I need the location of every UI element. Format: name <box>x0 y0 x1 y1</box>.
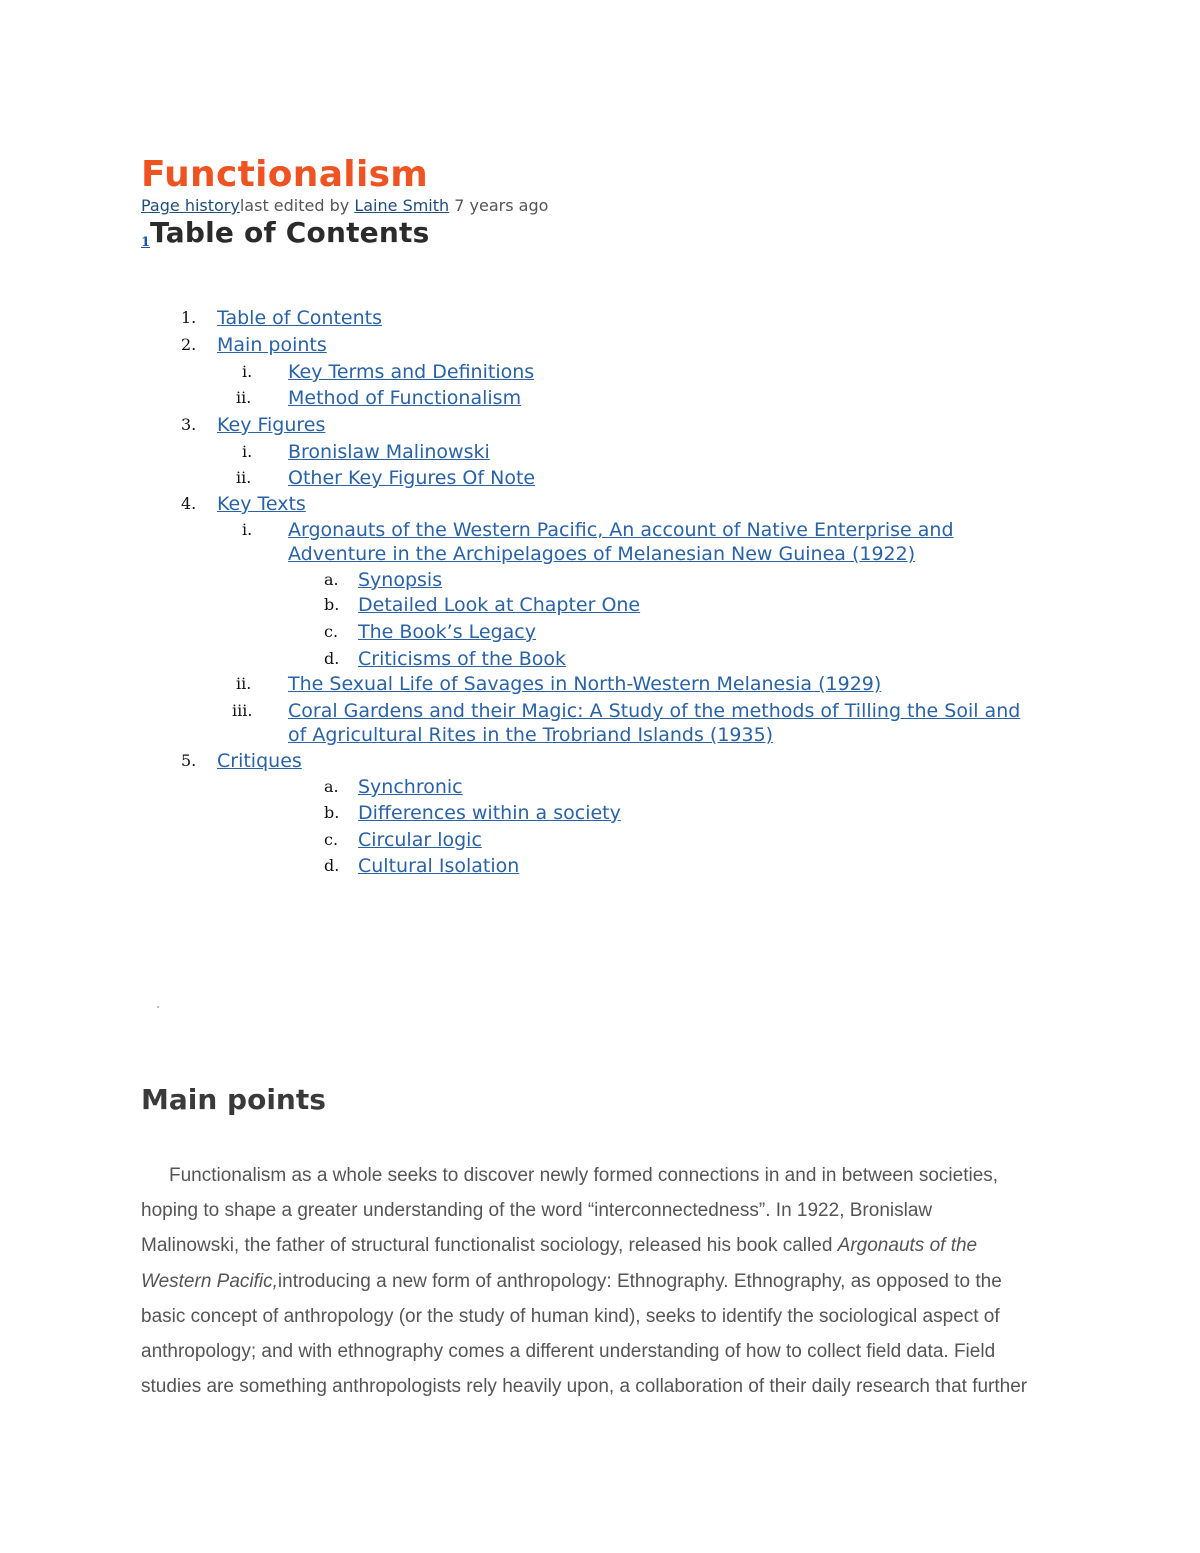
toc-link-coral-gardens[interactable]: Coral Gardens and their Magic: A Study of the methods of Tilling the Soil and <box>288 700 1021 722</box>
paragraph-line: studies are something anthropologists rely heavily upon, a collaboration of their daily research that further <box>141 1376 1028 1398</box>
toc-link-key-texts[interactable]: Key Texts <box>217 493 306 515</box>
editor-link[interactable]: Laine Smith <box>354 196 450 215</box>
toc-marker: 4. <box>181 494 197 513</box>
toc-marker: d. <box>324 856 340 875</box>
toc-link-criticisms[interactable]: Criticisms of the Book <box>358 648 567 670</box>
toc-link-sexual-life[interactable]: The Sexual Life of Savages in North-Western Melanesia (1929) <box>288 673 882 695</box>
toc-item <box>181 333 327 358</box>
toc-item <box>324 593 640 618</box>
toc-item <box>232 699 1020 747</box>
toc-marker: ii. <box>236 388 252 407</box>
last-edited-text: last edited by <box>239 196 355 215</box>
toc-marker: c. <box>324 622 339 641</box>
toc-link-synopsis[interactable]: Synopsis <box>358 569 443 591</box>
toc-marker: 5. <box>181 751 197 770</box>
toc-marker: i. <box>242 520 253 539</box>
toc-marker: 3. <box>181 415 197 434</box>
book-title-italic: Western Pacific, <box>141 1270 278 1292</box>
toc-link-synchronic[interactable]: Synchronic <box>358 776 463 798</box>
paragraph-line: hoping to shape a greater understanding of the word “interconnectedness”. In 1922, Bronislaw <box>141 1200 933 1222</box>
toc-marker: 2. <box>181 335 197 354</box>
toc-link-table-of-contents[interactable]: Table of Contents <box>217 307 382 329</box>
toc-item <box>236 386 521 411</box>
toc-marker: d. <box>324 649 340 668</box>
toc-item <box>324 568 442 593</box>
toc-link-key-figures[interactable]: Key Figures <box>217 414 326 436</box>
toc-link-legacy[interactable]: The Book’s Legacy <box>358 621 536 643</box>
toc-item <box>324 854 519 879</box>
toc-marker: b. <box>324 803 340 822</box>
main-points-heading: Main points <box>141 1083 326 1116</box>
page-title: Functionalism <box>141 154 429 195</box>
paragraph-line: basic concept of anthropology (or the study of human kind), seeks to identify the sociological aspect of <box>141 1305 1000 1327</box>
toc-link-other-figures[interactable]: Other Key Figures Of Note <box>288 467 536 489</box>
paragraph-line: anthropology; and with ethnography comes a different understanding of how to collect field data. Field <box>141 1341 996 1363</box>
toc-item <box>181 413 325 438</box>
toc-link-key-terms[interactable]: Key Terms and Definitions <box>288 361 535 383</box>
toc-link-cultural-isolation[interactable]: Cultural Isolation <box>358 855 520 877</box>
toc-item <box>324 647 566 672</box>
toc-link-coral-gardens-line2[interactable]: of Agricultural Rites in the Trobriand Islands (1935) <box>288 724 774 746</box>
toc-item <box>324 828 482 853</box>
stray-dot <box>157 1006 159 1008</box>
toc-link-differences[interactable]: Differences within a society <box>358 802 621 824</box>
paragraph-text: Malinowski, the father of structural functionalist sociology, released his book called <box>141 1235 838 1257</box>
toc-link-method[interactable]: Method of Functionalism <box>288 387 522 409</box>
toc-item <box>236 466 535 491</box>
paragraph-line <box>141 1264 1081 1299</box>
toc-link-argonauts-line2[interactable]: Adventure in the Archipelagoes of Melanesian New Guinea (1922) <box>288 543 916 565</box>
toc-marker: i. <box>242 362 253 381</box>
toc-item <box>181 306 382 331</box>
toc-item <box>324 775 463 800</box>
toc-item <box>236 672 881 697</box>
toc-item <box>242 440 490 465</box>
page-history-link[interactable]: Page history <box>141 196 240 215</box>
toc-link-argonauts[interactable]: Argonauts of the Western Pacific, An account of Native Enterprise and <box>288 519 954 541</box>
toc-marker: i. <box>242 442 253 461</box>
toc-marker: 1. <box>181 308 197 327</box>
toc-link-circular-logic[interactable]: Circular logic <box>358 829 482 851</box>
toc-item <box>324 620 536 645</box>
toc-link-chapter-one[interactable]: Detailed Look at Chapter One <box>358 594 641 616</box>
paragraph-line: Functionalism as a whole seeks to discover newly formed connections in and in between societies, <box>169 1165 999 1186</box>
main-points-paragraph <box>141 1158 1081 1404</box>
paragraph-line <box>141 1228 1081 1263</box>
edited-time: 7 years ago <box>449 196 549 215</box>
book-title-italic: Argonauts of the <box>837 1235 978 1257</box>
toc-marker: ii. <box>236 674 252 693</box>
toc-link-critiques[interactable]: Critiques <box>217 750 302 772</box>
toc-marker: iii. <box>232 701 253 720</box>
toc-anchor-link[interactable]: 1 <box>141 235 151 250</box>
paragraph-text: introducing a new form of anthropology: Ethnography. Ethnography, as opposed to the <box>277 1270 1002 1292</box>
toc-heading-text: Table of Contents <box>150 216 430 249</box>
toc-marker: ii. <box>236 468 252 487</box>
toc-item <box>242 518 954 566</box>
toc-marker: a. <box>324 570 339 589</box>
toc-marker: c. <box>324 830 339 849</box>
toc-marker: a. <box>324 777 339 796</box>
toc-item <box>324 801 621 826</box>
toc-item <box>181 492 306 517</box>
toc-item <box>181 749 302 774</box>
toc-heading <box>141 213 429 263</box>
toc-item <box>242 360 534 385</box>
toc-link-main-points[interactable]: Main points <box>217 334 327 356</box>
toc-link-malinowski[interactable]: Bronislaw Malinowski <box>288 441 490 463</box>
toc-marker: b. <box>324 595 340 614</box>
